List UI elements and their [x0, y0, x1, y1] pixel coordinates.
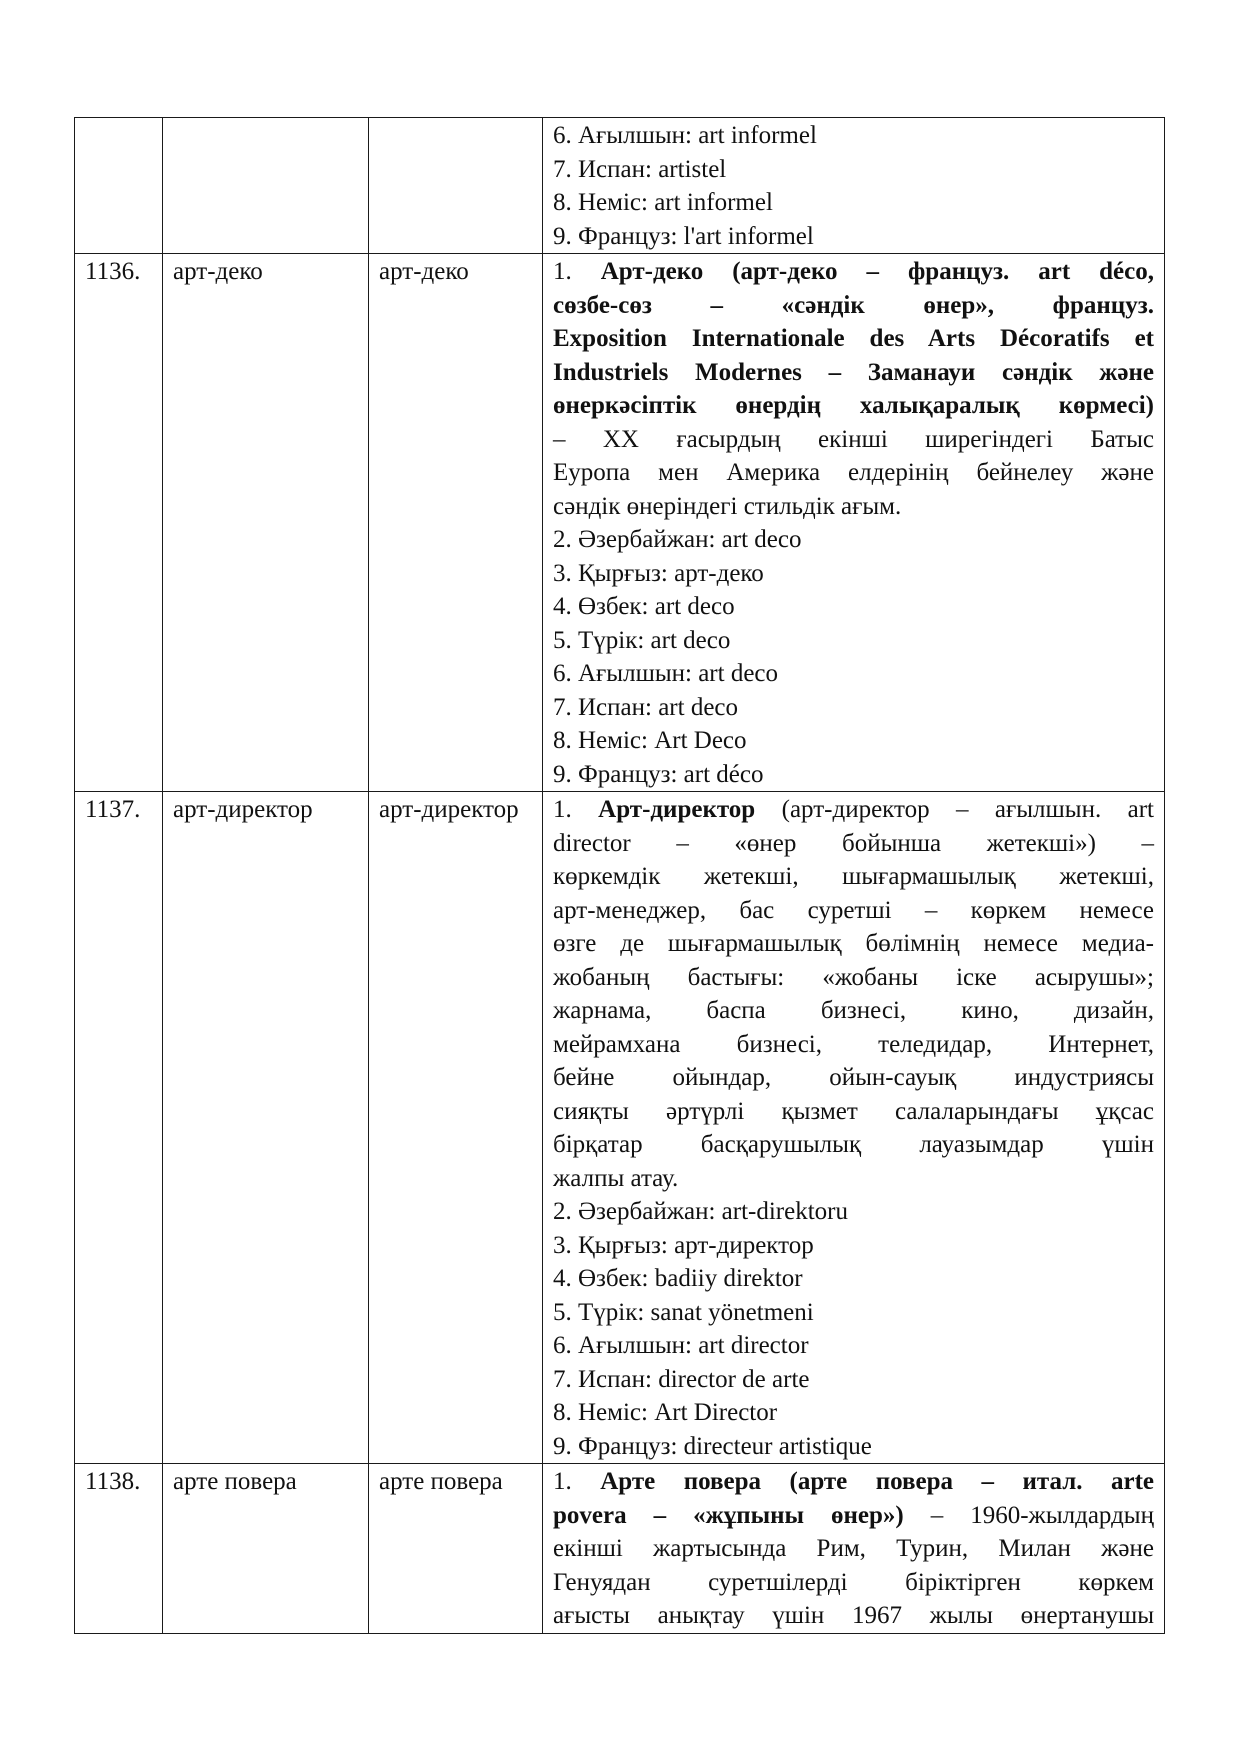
definition-line [553, 356, 1154, 390]
definition-text: Генуядан суретшілерді біріктірген көркем [553, 1568, 1154, 1596]
definition-bold-text: Exposition Internationale des Arts Décoratifs et [553, 325, 1154, 352]
entry-definition [543, 118, 1165, 254]
definition-line [553, 423, 1154, 457]
definition-text: сияқты әртүрлі қызмет салаларындағы ұқсас [553, 1097, 1154, 1125]
definition-line [553, 827, 1154, 861]
table-row [75, 118, 1165, 254]
translation-line: 4. Өзбек: badiiy direktor [553, 1265, 803, 1292]
translation-line: 3. Қырғыз: арт-директор [553, 1231, 814, 1259]
definition-bold-text: povera – «жұпыны өнер») [553, 1501, 904, 1529]
entry-number: 1137. [75, 792, 163, 1464]
definition-line [553, 255, 1154, 289]
definition-text: екінші жартысында Рим, Турин, Милан және [553, 1535, 1154, 1562]
entry-variant [369, 118, 543, 254]
translation-line: 8. Неміс: art informel [553, 189, 773, 216]
definition-text: көркемдік жетекші, шығармашылық жетекші, [553, 863, 1154, 890]
definition-line [553, 289, 1154, 323]
definition-index: 1. [553, 796, 599, 823]
table-row [75, 792, 1165, 1464]
translation-line: 8. Неміс: Art Director [553, 1399, 778, 1426]
definition-line [553, 1465, 1154, 1499]
translation-line: 9. Француз: l'art informel [553, 222, 814, 250]
table-row [75, 254, 1165, 792]
translation-line: 7. Испан: art deco [553, 693, 739, 721]
definition-bold-text: Арт-деко (арт-деко – француз. art déco, [600, 258, 1154, 285]
dictionary-table-body [75, 118, 1165, 1634]
entry-number: 1138. [75, 1464, 163, 1634]
definition-text: director – «өнер бойынша жетекші») – [553, 829, 1154, 857]
entry-number: 1136. [75, 254, 163, 792]
definition-line [553, 490, 1154, 524]
definition-line [553, 994, 1154, 1028]
translation-line: 9. Француз: directeur artistique [553, 1432, 872, 1460]
definition-line [553, 894, 1154, 928]
table-row [75, 1464, 1165, 1634]
entry-definition [543, 254, 1165, 792]
definition-index: 1. [553, 258, 601, 285]
entry-term [163, 118, 369, 254]
definition-line [553, 1532, 1154, 1566]
translation-line: 6. Ағылшын: art informel [553, 122, 817, 149]
definition-line [553, 1162, 1154, 1196]
definition-text: жобаның бастығы: «жобаны іске асырушы»; [553, 963, 1154, 991]
translation-line: 9. Француз: art déco [553, 760, 764, 788]
definition-text: ағысты анықтау үшін 1967 жылы өнертанушы [553, 1602, 1154, 1629]
definition-line [553, 389, 1154, 423]
definition-line [553, 1095, 1154, 1129]
translation-line: 3. Қырғыз: арт-деко [553, 559, 764, 587]
translation-line: 5. Түрік: art deco [553, 626, 731, 654]
translation-line: 2. Әзербайжан: art-direktoru [553, 1198, 848, 1225]
definition-text: бейне ойындар, ойын-сауық индустриясы [553, 1064, 1154, 1091]
translation-line: 7. Испан: director de arte [553, 1365, 810, 1393]
definition-line [553, 456, 1154, 490]
translation-line: 4. Өзбек: art deco [553, 593, 735, 620]
entry-number [75, 118, 163, 254]
definition-text: өзге де шығармашылық бөлімнің немесе медиа- [553, 930, 1154, 957]
entry-term: арт-деко [163, 254, 369, 792]
entry-term: арт-директор [163, 792, 369, 1464]
definition-line [553, 961, 1154, 995]
entry-definition [543, 792, 1165, 1464]
definition-line [553, 793, 1154, 827]
definition-bold-text: сөзбе-сөз – «сәндік өнер», француз. [553, 291, 1154, 319]
definition-text: – 1960-жылдардың [903, 1501, 1154, 1529]
definition-line [553, 1028, 1154, 1062]
definition-text: арт-менеджер, бас суретші – көркем немесе [553, 896, 1154, 924]
entry-variant: арте повера [369, 1464, 543, 1634]
definition-text: Еуропа мен Америка елдерінің бейнелеу және [553, 459, 1154, 486]
definition-line [553, 1599, 1154, 1633]
definition-text: – XX ғасырдың екінші ширегіндегі Батыс [553, 425, 1154, 453]
dictionary-table [74, 117, 1165, 1634]
definition-line [553, 1499, 1154, 1533]
entry-term: арте повера [163, 1464, 369, 1634]
definition-text: сәндік өнеріндегі стильдік ағым. [553, 492, 902, 520]
entry-variant: арт-директор [369, 792, 543, 1464]
definition-bold-text: өнеркәсіптік өнердің халықаралық көрмесі) [553, 392, 1154, 419]
definition-bold-text: Арте повера (арте повера – итал. arte [600, 1468, 1154, 1495]
translation-line: 6. Ағылшын: art deco [553, 660, 779, 687]
definition-line [553, 1061, 1154, 1095]
entry-variant: арт-деко [369, 254, 543, 792]
definition-text: (арт-директор – ағылшын. art [755, 796, 1154, 823]
definition-line [553, 322, 1154, 356]
definition-line [553, 1128, 1154, 1162]
definition-index: 1. [553, 1468, 601, 1495]
translation-line: 2. Әзербайжан: art deco [553, 526, 802, 553]
definition-text: мейрамхана бизнесі, теледидар, Интернет, [553, 1030, 1154, 1058]
translation-line: 8. Неміс: Art Deco [553, 727, 747, 754]
definition-text: жарнама, баспа бизнесі, кино, дизайн, [553, 997, 1154, 1024]
definition-bold-text: Industriels Modernes – Заманауи сәндік және [553, 358, 1154, 386]
definition-line [553, 927, 1154, 961]
definition-line [553, 1566, 1154, 1600]
definition-bold-text: Арт-директор [598, 796, 756, 823]
definition-text: жалпы атау. [553, 1164, 679, 1192]
translation-line: 6. Ағылшын: art director [553, 1332, 809, 1359]
translation-line: 7. Испан: artistel [553, 155, 727, 183]
definition-text: бірқатар басқарушылық лауазымдар үшін [553, 1131, 1154, 1158]
entry-definition [543, 1464, 1165, 1634]
translation-line: 5. Түрік: sanat yönetmeni [553, 1298, 814, 1326]
definition-line [553, 860, 1154, 894]
